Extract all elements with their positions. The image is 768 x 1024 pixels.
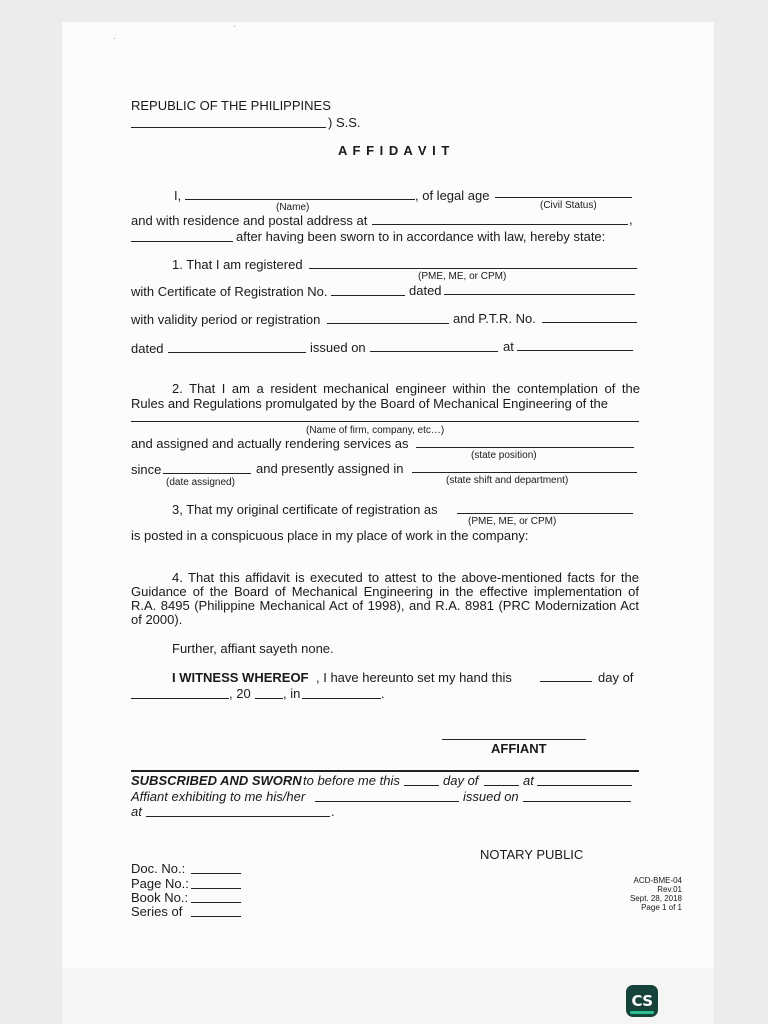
cert-date-blank [444,294,635,295]
year-blank [255,698,283,699]
affidavit-title: A F F I D A V I T [338,143,451,158]
ptr-blank [542,322,637,323]
year-prefix: , 20 [229,686,251,701]
ptr-label: and P.T.R. No. [453,311,536,326]
jurat-divider [131,770,639,772]
book-no-label: Book No.: [131,890,189,905]
date-assigned-blank [163,473,251,474]
page-bottom-margin [62,968,714,1024]
jurat-month-blank [484,785,519,786]
i-label: I, [174,188,182,203]
p3-pme-hint: (PME, ME, or CPM) [468,516,557,527]
since-label: since [131,462,162,477]
jurat-day-of: day of [443,773,479,788]
p3-line-1: 3, That my original certificate of registration as [172,502,438,517]
affiant-signature-line [442,739,586,740]
before-me-text: to before me this [303,773,400,788]
p2-line-1: 2. That I am a resident mechanical engineer within the contemplation of the [172,381,640,396]
province-blank [131,127,326,128]
affiant-label: AFFIANT [491,741,547,756]
witness-whereof: I WITNESS WHEREOF [172,670,309,685]
doc-no-label: Doc. No.: [131,861,186,876]
page-no-blank [191,888,241,889]
camscanner-logo-icon [626,985,658,1017]
presently-assigned-label: and presently assigned in [256,461,404,476]
at-label: at [503,339,514,354]
p4-line-4: of 2000). [131,612,183,627]
form-code-block [630,876,682,912]
witness-day-of: day of [598,670,634,685]
jurat-at-blank [537,785,632,786]
exhibiting-text: Affiant exhibiting to me his/her [131,789,306,804]
p3-line-2: is posted in a conspicuous place in my place of work in the company: [131,528,529,543]
id-blank [315,801,459,802]
month-blank [131,698,229,699]
registration-type-blank [309,268,637,269]
form-date: Sept. 28, 2018 [629,894,682,903]
p1-registered: 1. That I am registered [172,257,303,272]
firm-blank [131,421,639,422]
day-blank [540,681,592,682]
camscanner-logo-text: CS [631,992,653,1010]
address-blank-2 [131,241,233,242]
sworn-statement: after having been sworn to in accordance with law, hereby state: [236,229,606,244]
ptr-dated-label: dated [131,341,164,356]
at-blank [517,350,633,351]
in-label: , in [283,686,301,701]
name-blank [185,199,415,200]
address-blank [372,224,628,225]
notary-public-label: NOTARY PUBLIC [480,847,584,862]
civil-status-blank [495,197,632,198]
witness-period: . [381,686,385,701]
position-hint: (state position) [471,450,537,461]
subscribed-sworn: SUBSCRIBED AND SWORN [131,773,302,788]
department-blank [412,472,637,473]
legal-age-label: , of legal age [415,188,490,203]
scan-speck: · [233,22,236,31]
assigned-label: and assigned and actually rendering services as [131,436,409,451]
shift-hint: (state shift and department) [446,475,569,486]
p4-line-1: 4. That this affidavit is executed to attest to the above-mentioned facts for the [172,570,639,585]
p4-line-2: Guidance of the Board of Mechanical Engineering in the effective implementation of [131,584,639,599]
book-no-blank [191,902,241,903]
position-blank [416,447,634,448]
address-comma: , [629,212,633,227]
issued-on-label: issued on [310,340,366,355]
ptr-date-blank [168,352,306,353]
place-blank [302,698,381,699]
jurat-at-2: at [131,804,142,819]
jurat-period: . [331,804,335,819]
ss-label: ) S.S. [328,115,361,130]
doc-no-blank [191,873,241,874]
affidavit-page [62,22,714,968]
jurat-day-blank [404,785,439,786]
original-cert-blank [457,513,633,514]
p4-line-3: R.A. 8495 (Philippine Mechanical Act of 1998), and R.A. 8981 (PRC Modernization Act [131,598,639,613]
jurat-place-blank [146,816,330,817]
series-label: Series of [131,904,183,919]
validity-blank [327,323,449,324]
jurat-issued-on: issued on [463,789,519,804]
cert-no-blank [331,295,405,296]
residence-label: and with residence and postal address at [131,213,368,228]
form-code: ACD-BME-04 [633,876,682,885]
pme-hint: (PME, ME, or CPM) [418,271,507,282]
issued-on-blank [370,351,498,352]
republic-heading: REPUBLIC OF THE PHILIPPINES [131,98,331,113]
civil-status-hint: (Civil Status) [540,200,597,211]
p2-line-2: Rules and Regulations promulgated by the Board of Mechanical Engineering of the [131,396,608,411]
series-blank [191,916,241,917]
date-assigned-hint: (date assigned) [166,477,235,488]
jurat-at: at [523,773,534,788]
jurat-issued-blank [523,801,631,802]
page-no-label: Page No.: [131,876,189,891]
validity-label: with validity period or registration [131,312,321,327]
witness-text: , I have hereunto set my hand this [316,670,512,685]
form-page-count: Page 1 of 1 [641,903,682,912]
form-revision: Rev.01 [657,885,682,894]
cert-no-label: with Certificate of Registration No. [131,284,328,299]
further-statement: Further, affiant sayeth none. [172,641,334,656]
firm-hint: (Name of firm, company, etc…) [306,425,445,436]
cert-dated-label: dated [409,283,442,298]
scan-speck: · [113,34,116,43]
name-hint: (Name) [276,202,310,213]
